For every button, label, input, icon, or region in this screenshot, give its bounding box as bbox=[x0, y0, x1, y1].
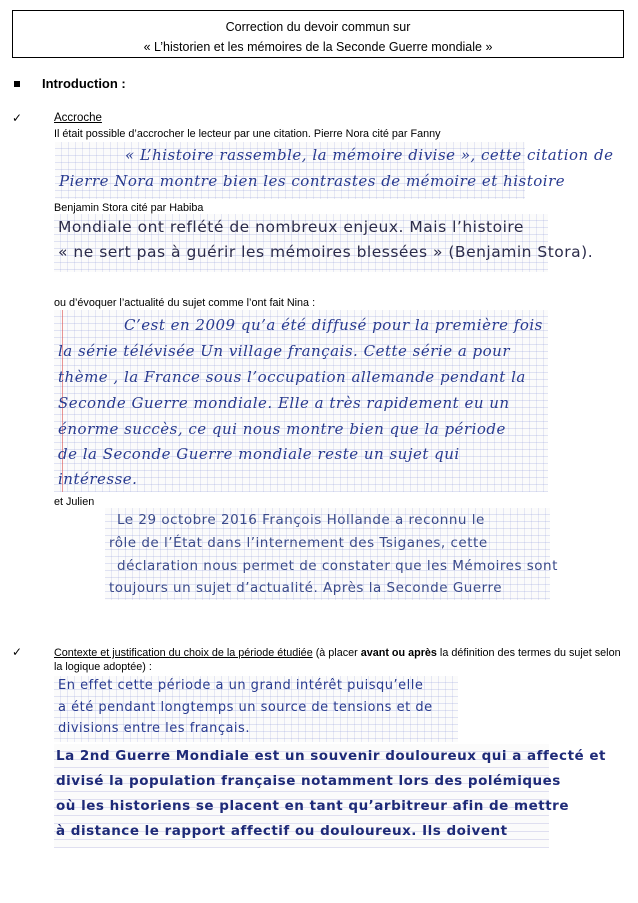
handwriting-line: la série télévisée Un village français. Cette série a pour bbox=[58, 342, 511, 360]
handwriting-line: à distance le rapport affectif ou douloureux. Ils doivent bbox=[56, 823, 508, 839]
handwriting-sample-habiba bbox=[54, 214, 594, 272]
handwriting-line: a été pendant longtemps un source de tensions et de bbox=[58, 700, 433, 715]
handwriting-line: toujours un sujet d’actualité. Après la Seconde Guerre bbox=[109, 580, 503, 596]
handwriting-line: divisions entre les français. bbox=[58, 721, 250, 736]
square-bullet-icon bbox=[14, 81, 20, 87]
title-line-1: Correction du devoir commun sur bbox=[225, 20, 411, 34]
handwriting-line: thème , la France sous l’occupation allemande pendant la bbox=[58, 368, 526, 386]
handwriting-line: Seconde Guerre mondiale. Elle a très rapidement eu un bbox=[58, 394, 510, 412]
accroche-label: Accroche bbox=[54, 112, 102, 124]
handwriting-line: En effet cette période a un grand intérêt puisqu’elle bbox=[58, 678, 424, 693]
contexte-text-part: (à placer bbox=[312, 647, 361, 659]
handwriting-line: La 2nd Guerre Mondiale est un souvenir douloureux qui a affecté et bbox=[56, 748, 606, 764]
checkmark-icon: ✓ bbox=[12, 645, 23, 659]
accroche-intro: Il était possible d’accrocher le lecteur par une citation. Pierre Nora cité par Fanny bbox=[54, 128, 441, 140]
handwriting-line: Pierre Nora montre bien les contrastes de mémoire et histoire bbox=[59, 172, 566, 190]
handwriting-line: « ne sert pas à guérir les mémoires blessées » (Benjamin Stora). bbox=[58, 243, 594, 261]
handwriting-line: C’est en 2009 qu’a été diffusé pour la première fois bbox=[124, 316, 543, 334]
title-box bbox=[12, 10, 624, 58]
julien-caption: et Julien bbox=[54, 496, 95, 508]
handwriting-sample-julien bbox=[105, 508, 558, 600]
handwriting-sample-contexte-2 bbox=[54, 744, 606, 848]
contexte-bold: avant ou après bbox=[360, 647, 437, 659]
handwriting-line: « L’histoire rassemble, la mémoire divise », cette citation de bbox=[125, 146, 614, 164]
handwriting-line: intéresse. bbox=[58, 470, 138, 488]
handwriting-sample-fanny bbox=[55, 142, 614, 199]
checkmark-icon: ✓ bbox=[12, 111, 23, 125]
habiba-caption: Benjamin Stora cité par Habiba bbox=[54, 202, 204, 214]
handwriting-sample-nina bbox=[54, 310, 548, 492]
contexte-text bbox=[54, 646, 624, 674]
handwriting-line: de la Seconde Guerre mondiale reste un sujet qui bbox=[58, 445, 460, 463]
nina-caption: ou d’évoquer l’actualité du sujet comme l’ont fait Nina : bbox=[54, 297, 316, 309]
handwriting-line: Mondiale ont reflété de nombreux enjeux. Mais l’histoire bbox=[58, 218, 524, 236]
handwriting-line: Le 29 octobre 2016 François Hollande a reconnu le bbox=[117, 512, 485, 528]
title-line-2: « L’historien et les mémoires de la Seconde Guerre mondiale » bbox=[143, 40, 493, 54]
handwriting-line: déclaration nous permet de constater que les Mémoires sont bbox=[117, 558, 558, 574]
handwriting-line: divisé la population française notamment lors des polémiques bbox=[56, 773, 561, 789]
handwriting-line: énorme succès, ce qui nous montre bien que la période bbox=[58, 420, 506, 438]
handwriting-line: rôle de l’État dans l’internement des Tsiganes, cette bbox=[109, 535, 488, 551]
handwriting-line: où les historiens se placent en tant qu’arbitreur afin de mettre bbox=[56, 798, 569, 814]
contexte-text-line2: la logique adoptée) : bbox=[54, 661, 152, 673]
contexte-label: Contexte et justification du choix de la période étudiée bbox=[54, 647, 313, 659]
section-label: Introduction : bbox=[42, 76, 126, 91]
contexte-text-part: la définition des termes du sujet selon bbox=[436, 647, 621, 659]
section-heading bbox=[14, 76, 126, 91]
handwriting-sample-contexte-1 bbox=[54, 676, 458, 742]
